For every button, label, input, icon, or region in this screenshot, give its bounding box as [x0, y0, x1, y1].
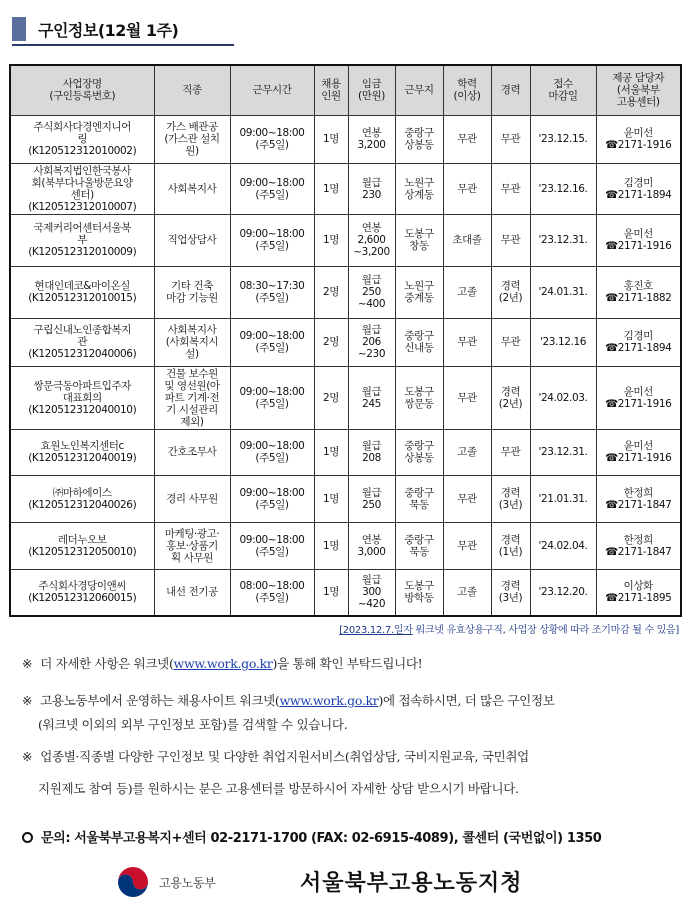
table-cell: 09:00~18:00 (주5일) [230, 214, 314, 266]
table-cell: 가스 배관공 (가스관 설치 원) [154, 115, 230, 163]
table-cell: 08:00~18:00 (주5일) [230, 569, 314, 616]
table-row [10, 266, 681, 318]
table-cell: 월급 245 [348, 366, 395, 429]
table-cell: '21.01.31. [530, 475, 596, 522]
table-cell: 중랑구 상봉동 [395, 429, 443, 475]
table-cell: 도봉구 방학동 [395, 569, 443, 616]
table-cell: 고졸 [443, 569, 491, 616]
table-cell: '23.12.16. [530, 163, 596, 214]
table-cell: 경력 (3년) [491, 569, 530, 616]
table-cell: '23.12.31. [530, 429, 596, 475]
ministry-logo-icon [115, 864, 151, 900]
table-cell: 무관 [443, 475, 491, 522]
table-cell: 사회복지사 [154, 163, 230, 214]
table-cell: 1명 [314, 429, 348, 475]
table-cell: '23.12.20. [530, 569, 596, 616]
table-cell: 윤미선 ☎2171-1916 [596, 366, 681, 429]
column-header: 임금 (만원) [348, 65, 395, 115]
table-cell: 고졸 [443, 266, 491, 318]
job-table-container [9, 64, 680, 617]
table-cell: ㈜마하에이스 (K120512312040026) [10, 475, 154, 522]
table-cell: 1명 [314, 214, 348, 266]
table-cell: 한정희 ☎2171-1847 [596, 475, 681, 522]
table-cell: 홍진호 ☎2171-1882 [596, 266, 681, 318]
table-cell: 국제커리어센터서울북 부 (K120512312010009) [10, 214, 154, 266]
table-cell: 초대졸 [443, 214, 491, 266]
info-paragraph-2: ※ 고용노동부에서 운영하는 채용사이트 워크넷(www.work.go.kr)에 접속하시면, 더 많은 구인정보 (워크넷 이외의 외부 구인정보 포함)를 검색할 수 있습니다. [22, 693, 555, 732]
ministry-name: 고용노동부 [159, 876, 216, 890]
reference-mark: ※ [22, 656, 33, 671]
table-cell: 김경미 ☎2171-1894 [596, 318, 681, 366]
note-text: 워크넷 유효상용구직, 사업장 상황에 따라 조기마감 될 수 있음] [412, 625, 679, 636]
table-cell: 구립신내노인종합복지 관 (K120512312040006) [10, 318, 154, 366]
table-cell: 건물 보수원 및 영선원(아 파트 기계·전 기 시설관리 제외) [154, 366, 230, 429]
worknet-link[interactable]: www.work.go.kr [173, 656, 273, 671]
table-cell: 효원노인복지센터c (K120512312040019) [10, 429, 154, 475]
table-cell: 쌍문극동아파트입주자 대표회의 (K120512312040010) [10, 366, 154, 429]
table-header-row [10, 65, 681, 115]
column-header: 사업장명 (구인등록번호) [10, 65, 154, 115]
table-cell: 무관 [491, 318, 530, 366]
table-cell: '24.02.03. [530, 366, 596, 429]
table-cell: 사회복지사 (사회복지시 설) [154, 318, 230, 366]
table-cell: 현대인데코&마이온실 (K120512312010015) [10, 266, 154, 318]
table-cell: 09:00~18:00 (주5일) [230, 366, 314, 429]
table-cell: 내선 전기공 [154, 569, 230, 616]
column-header: 근무지 [395, 65, 443, 115]
table-cell: 경력 (3년) [491, 475, 530, 522]
table-cell: 윤미선 ☎2171-1916 [596, 214, 681, 266]
info-paragraph-3: ※ 업종별·직종별 다양한 구인정보 및 다양한 취업지원서비스(취업상담, 국비지원교육, 국민취업 지원제도 참여 등)를 원하시는 분은 고용센터를 방문하시어 자세한 상담 받으시기 바랍니다. [22, 749, 529, 796]
table-cell: 도봉구 쌍문동 [395, 366, 443, 429]
table-cell: 09:00~18:00 (주5일) [230, 115, 314, 163]
table-cell: 고졸 [443, 429, 491, 475]
info-paragraph-1: ※ 더 자세한 사항은 워크넷(www.work.go.kr)을 통해 확인 부탁드립니다! [22, 656, 423, 671]
table-cell: 간호조무사 [154, 429, 230, 475]
table-cell: 월급 250 ~400 [348, 266, 395, 318]
contact-info [22, 827, 601, 846]
table-cell: 무관 [491, 429, 530, 475]
table-row [10, 214, 681, 266]
table-cell: 1명 [314, 115, 348, 163]
table-cell: 1명 [314, 522, 348, 569]
table-cell: 레더누오보 (K120512312050010) [10, 522, 154, 569]
table-cell: '23.12.16 [530, 318, 596, 366]
reference-mark: ※ [22, 693, 33, 708]
deadline-note [339, 621, 679, 636]
table-cell: 중랑구 묵동 [395, 522, 443, 569]
table-cell: 무관 [491, 115, 530, 163]
table-cell: 사회복지법인한국봉사 회(북부다나울방문요양 센터) (K120512312010007) [10, 163, 154, 214]
table-cell: 도봉구 창동 [395, 214, 443, 266]
table-cell: 09:00~18:00 (주5일) [230, 318, 314, 366]
note-date: [2023.12.7.일자 [339, 625, 413, 636]
table-row [10, 366, 681, 429]
column-header: 근무시간 [230, 65, 314, 115]
table-cell: 2명 [314, 318, 348, 366]
table-cell: 중랑구 신내동 [395, 318, 443, 366]
column-header: 경력 [491, 65, 530, 115]
column-header: 학력 (이상) [443, 65, 491, 115]
section-title-bar [12, 14, 234, 46]
table-cell: 08:30~17:30 (주5일) [230, 266, 314, 318]
paragraph-3-line-2: 지원제도 참여 등)를 원하시는 분은 고용센터를 방문하시어 자세한 상담 받으시기 바랍니다. [38, 781, 519, 796]
table-cell: 무관 [443, 163, 491, 214]
contact-text: 문의: 서울북부고용복지+센터 02-2171-1700 (FAX: 02-6915-4089), 콜센터 (국번없이) 1350 [41, 831, 602, 846]
table-cell: 연봉 3,200 [348, 115, 395, 163]
table-cell: 1명 [314, 163, 348, 214]
table-cell: 무관 [443, 522, 491, 569]
table-cell: 노원구 상계동 [395, 163, 443, 214]
table-cell: 중랑구 상봉동 [395, 115, 443, 163]
table-cell: 경력 (2년) [491, 266, 530, 318]
table-cell: 중랑구 묵동 [395, 475, 443, 522]
job-listings-table [9, 64, 682, 617]
table-cell: 월급 250 [348, 475, 395, 522]
table-cell: 09:00~18:00 (주5일) [230, 475, 314, 522]
table-cell: '24.02.04. [530, 522, 596, 569]
table-cell: 월급 230 [348, 163, 395, 214]
worknet-link[interactable]: www.work.go.kr [279, 693, 379, 708]
table-cell: 월급 300 ~420 [348, 569, 395, 616]
table-cell: 1명 [314, 569, 348, 616]
column-header: 직종 [154, 65, 230, 115]
table-cell: 무관 [491, 163, 530, 214]
table-cell: 09:00~18:00 (주5일) [230, 163, 314, 214]
table-cell: 월급 206 ~230 [348, 318, 395, 366]
office-name: 서울북부고용노동지청 [300, 871, 523, 896]
table-cell: 윤미선 ☎2171-1916 [596, 115, 681, 163]
column-header: 접수 마감일 [530, 65, 596, 115]
table-cell: 기타 건축 마감 기능원 [154, 266, 230, 318]
table-cell: 월급 208 [348, 429, 395, 475]
column-header: 제공 담당자 (서울북부 고용센터) [596, 65, 681, 115]
title-accent-block [12, 17, 26, 41]
table-cell: 무관 [443, 115, 491, 163]
table-cell: 무관 [443, 318, 491, 366]
table-row [10, 318, 681, 366]
table-cell: 2명 [314, 266, 348, 318]
table-cell: '24.01.31. [530, 266, 596, 318]
table-row [10, 115, 681, 163]
table-cell: 09:00~18:00 (주5일) [230, 522, 314, 569]
table-row [10, 475, 681, 522]
table-row [10, 163, 681, 214]
circle-bullet-icon [22, 832, 33, 843]
table-cell: 연봉 3,000 [348, 522, 395, 569]
table-cell: 2명 [314, 366, 348, 429]
table-cell: '23.12.15. [530, 115, 596, 163]
table-body [10, 115, 681, 616]
title-underline [12, 44, 234, 46]
table-cell: '23.12.31. [530, 214, 596, 266]
table-cell: 마케팅·광고· 홍보·상품기 획 사무원 [154, 522, 230, 569]
reference-mark: ※ [22, 749, 33, 764]
table-cell: 무관 [491, 214, 530, 266]
table-row [10, 429, 681, 475]
table-cell: 연봉 2,600 ~3,200 [348, 214, 395, 266]
table-cell: 1명 [314, 475, 348, 522]
table-cell: 경력 (1년) [491, 522, 530, 569]
table-cell: 윤미선 ☎2171-1916 [596, 429, 681, 475]
table-cell: 김경미 ☎2171-1894 [596, 163, 681, 214]
table-cell: 경력 (2년) [491, 366, 530, 429]
table-cell: 노원구 중계동 [395, 266, 443, 318]
table-row [10, 522, 681, 569]
table-cell: 주식회사경당이앤씨 (K120512312060015) [10, 569, 154, 616]
table-cell: 직업상담사 [154, 214, 230, 266]
table-cell: 무관 [443, 366, 491, 429]
table-cell: 한정희 ☎2171-1847 [596, 522, 681, 569]
table-cell: 경리 사무원 [154, 475, 230, 522]
table-cell: 주식회사다경엔지니어 링 (K120512312010002) [10, 115, 154, 163]
table-cell: 09:00~18:00 (주5일) [230, 429, 314, 475]
column-header: 채용 인원 [314, 65, 348, 115]
table-row [10, 569, 681, 616]
page-title: 구인정보(12월 1주) [38, 21, 179, 40]
table-cell: 이상화 ☎2171-1895 [596, 569, 681, 616]
paragraph-2-line-2: (워크넷 이외의 외부 구인정보 포함)를 검색할 수 있습니다. [38, 717, 348, 732]
